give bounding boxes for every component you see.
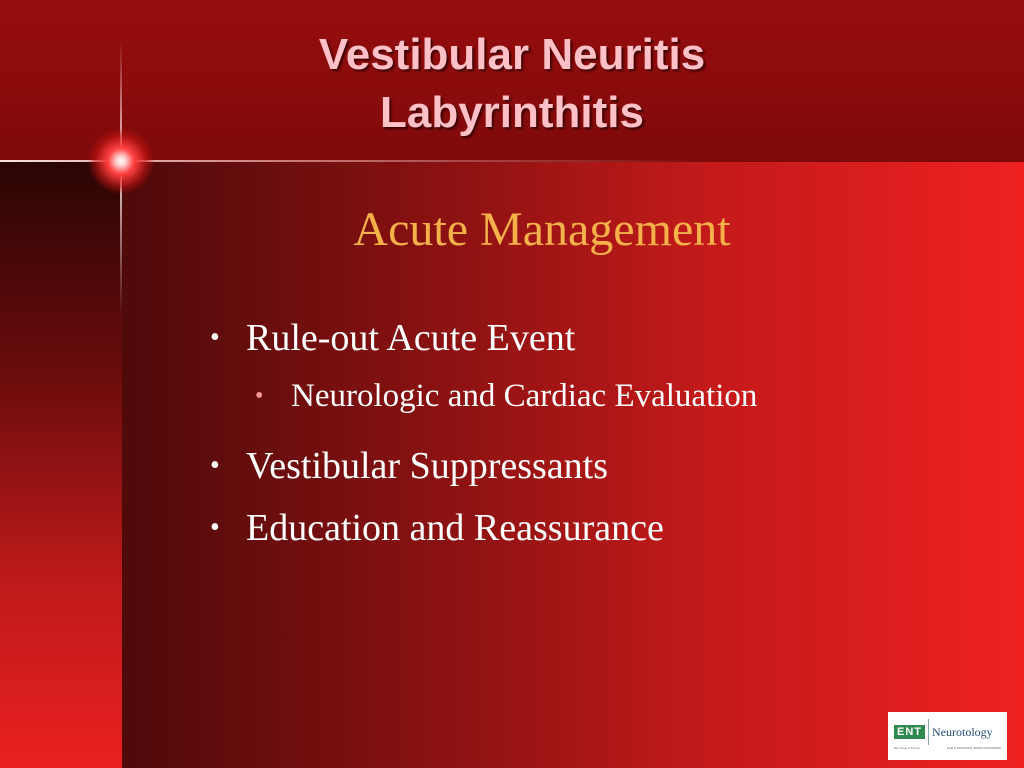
- sub-bullet-text: Neurologic and Cardiac Evaluation: [291, 378, 758, 414]
- logo-divider: [928, 719, 929, 745]
- ent-neurotology-logo: [888, 712, 1007, 760]
- logo-name: Neurotology: [932, 724, 993, 739]
- sub-bullet-item: [210, 374, 990, 440]
- bullet-text: Rule-out Acute Event: [246, 317, 576, 359]
- bullet-dot-icon: •: [255, 383, 264, 409]
- bullet-dot-icon: •: [210, 450, 220, 481]
- logo-badge: ENT: [894, 725, 925, 739]
- bullet-item: [210, 502, 990, 564]
- bullet-dot-icon: •: [210, 322, 220, 353]
- logo-tagline-right: EAR & TEMPORAL BONE DISORDERS: [946, 746, 1001, 750]
- bullet-dot-icon: •: [210, 512, 220, 543]
- title-line-2: Labyrinthitis: [379, 88, 645, 137]
- logo-tagline-left: Ear, Nose & Throat: [894, 746, 920, 750]
- bullet-text: Vestibular Suppressants: [246, 445, 609, 487]
- bullet-text: Education and Reassurance: [246, 507, 664, 549]
- title-line-1: Vestibular Neuritis: [318, 30, 706, 79]
- left-accent-strip: [0, 160, 122, 768]
- bullet-list: [210, 312, 990, 564]
- slide-subtitle: Acute Management: [353, 203, 731, 256]
- bullet-item: [210, 440, 990, 502]
- slide-title: [140, 26, 884, 142]
- bullet-item: [210, 312, 990, 374]
